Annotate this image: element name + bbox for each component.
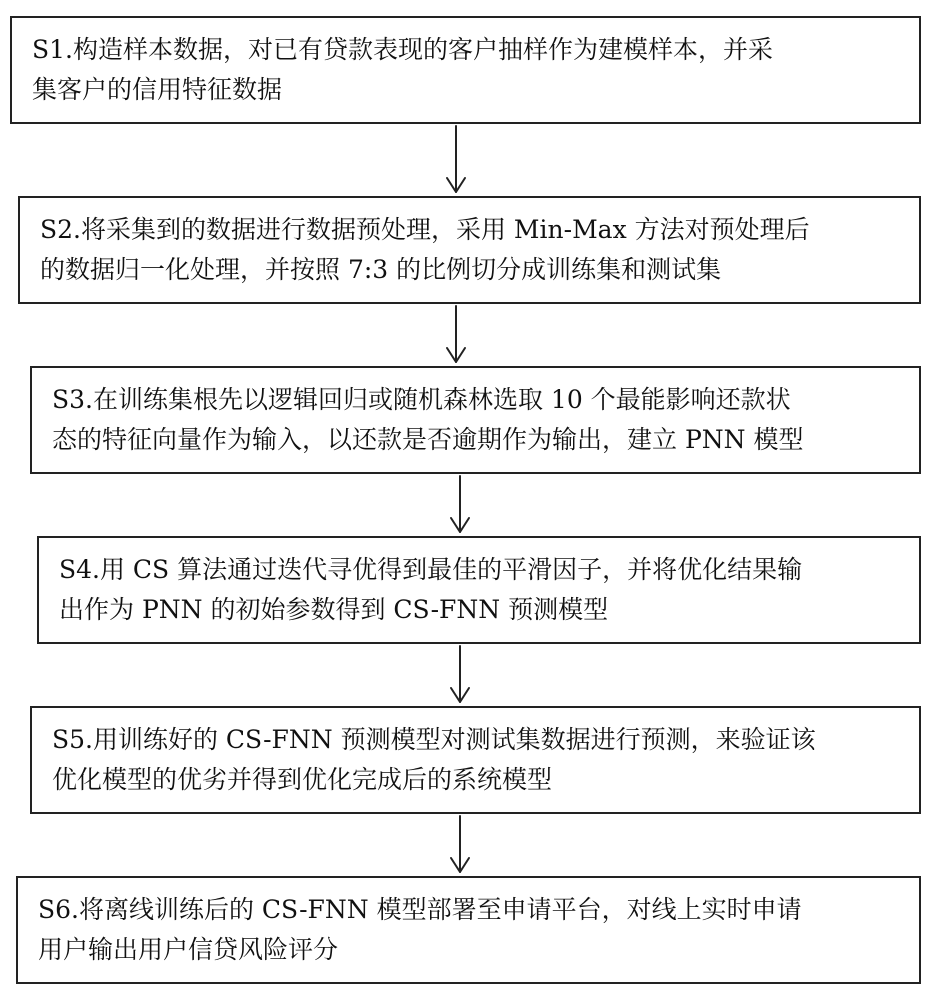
- step-s5-line1: S5.用训练好的 CS-FNN 预测模型对测试集数据进行预测，来验证该: [52, 725, 816, 754]
- step-s6-line1: S6.将离线训练后的 CS-FNN 模型部署至申请平台，对线上实时申请: [38, 895, 802, 924]
- step-s2-line1: S2.将采集到的数据进行数据预处理，采用 Min-Max 方法对预处理后: [40, 215, 810, 244]
- step-s4-line2: 出作为 PNN 的初始参数得到 CS-FNN 预测模型: [59, 595, 609, 624]
- step-s5-line2: 优化模型的优劣并得到优化完成后的系统模型: [52, 765, 553, 794]
- step-s6-line2: 用户输出用户信贷风险评分: [38, 935, 339, 964]
- step-s3-line2: 态的特征向量作为输入，以还款是否逾期作为输出，建立 PNN 模型: [52, 425, 804, 454]
- step-s3-line1: S3.在训练集根先以逻辑回归或随机森林选取 10 个最能影响还款状: [52, 385, 791, 414]
- arrow-s5-to-s6: [451, 816, 469, 872]
- arrow-s1-to-s2: [447, 126, 465, 192]
- arrow-s2-to-s3: [447, 306, 465, 362]
- step-s1-line1: S1.构造样本数据，对已有贷款表现的客户抽样作为建模样本，并采: [32, 35, 773, 64]
- arrow-s3-to-s4: [451, 476, 469, 532]
- step-s2-line2: 的数据归一化处理，并按照 7:3 的比例切分成训练集和测试集: [40, 255, 722, 284]
- step-s4-line1: S4.用 CS 算法通过迭代寻优得到最佳的平滑因子，并将优化结果输: [59, 555, 803, 584]
- step-s1-line2: 集客户的信用特征数据: [32, 75, 283, 104]
- arrow-s4-to-s5: [451, 646, 469, 702]
